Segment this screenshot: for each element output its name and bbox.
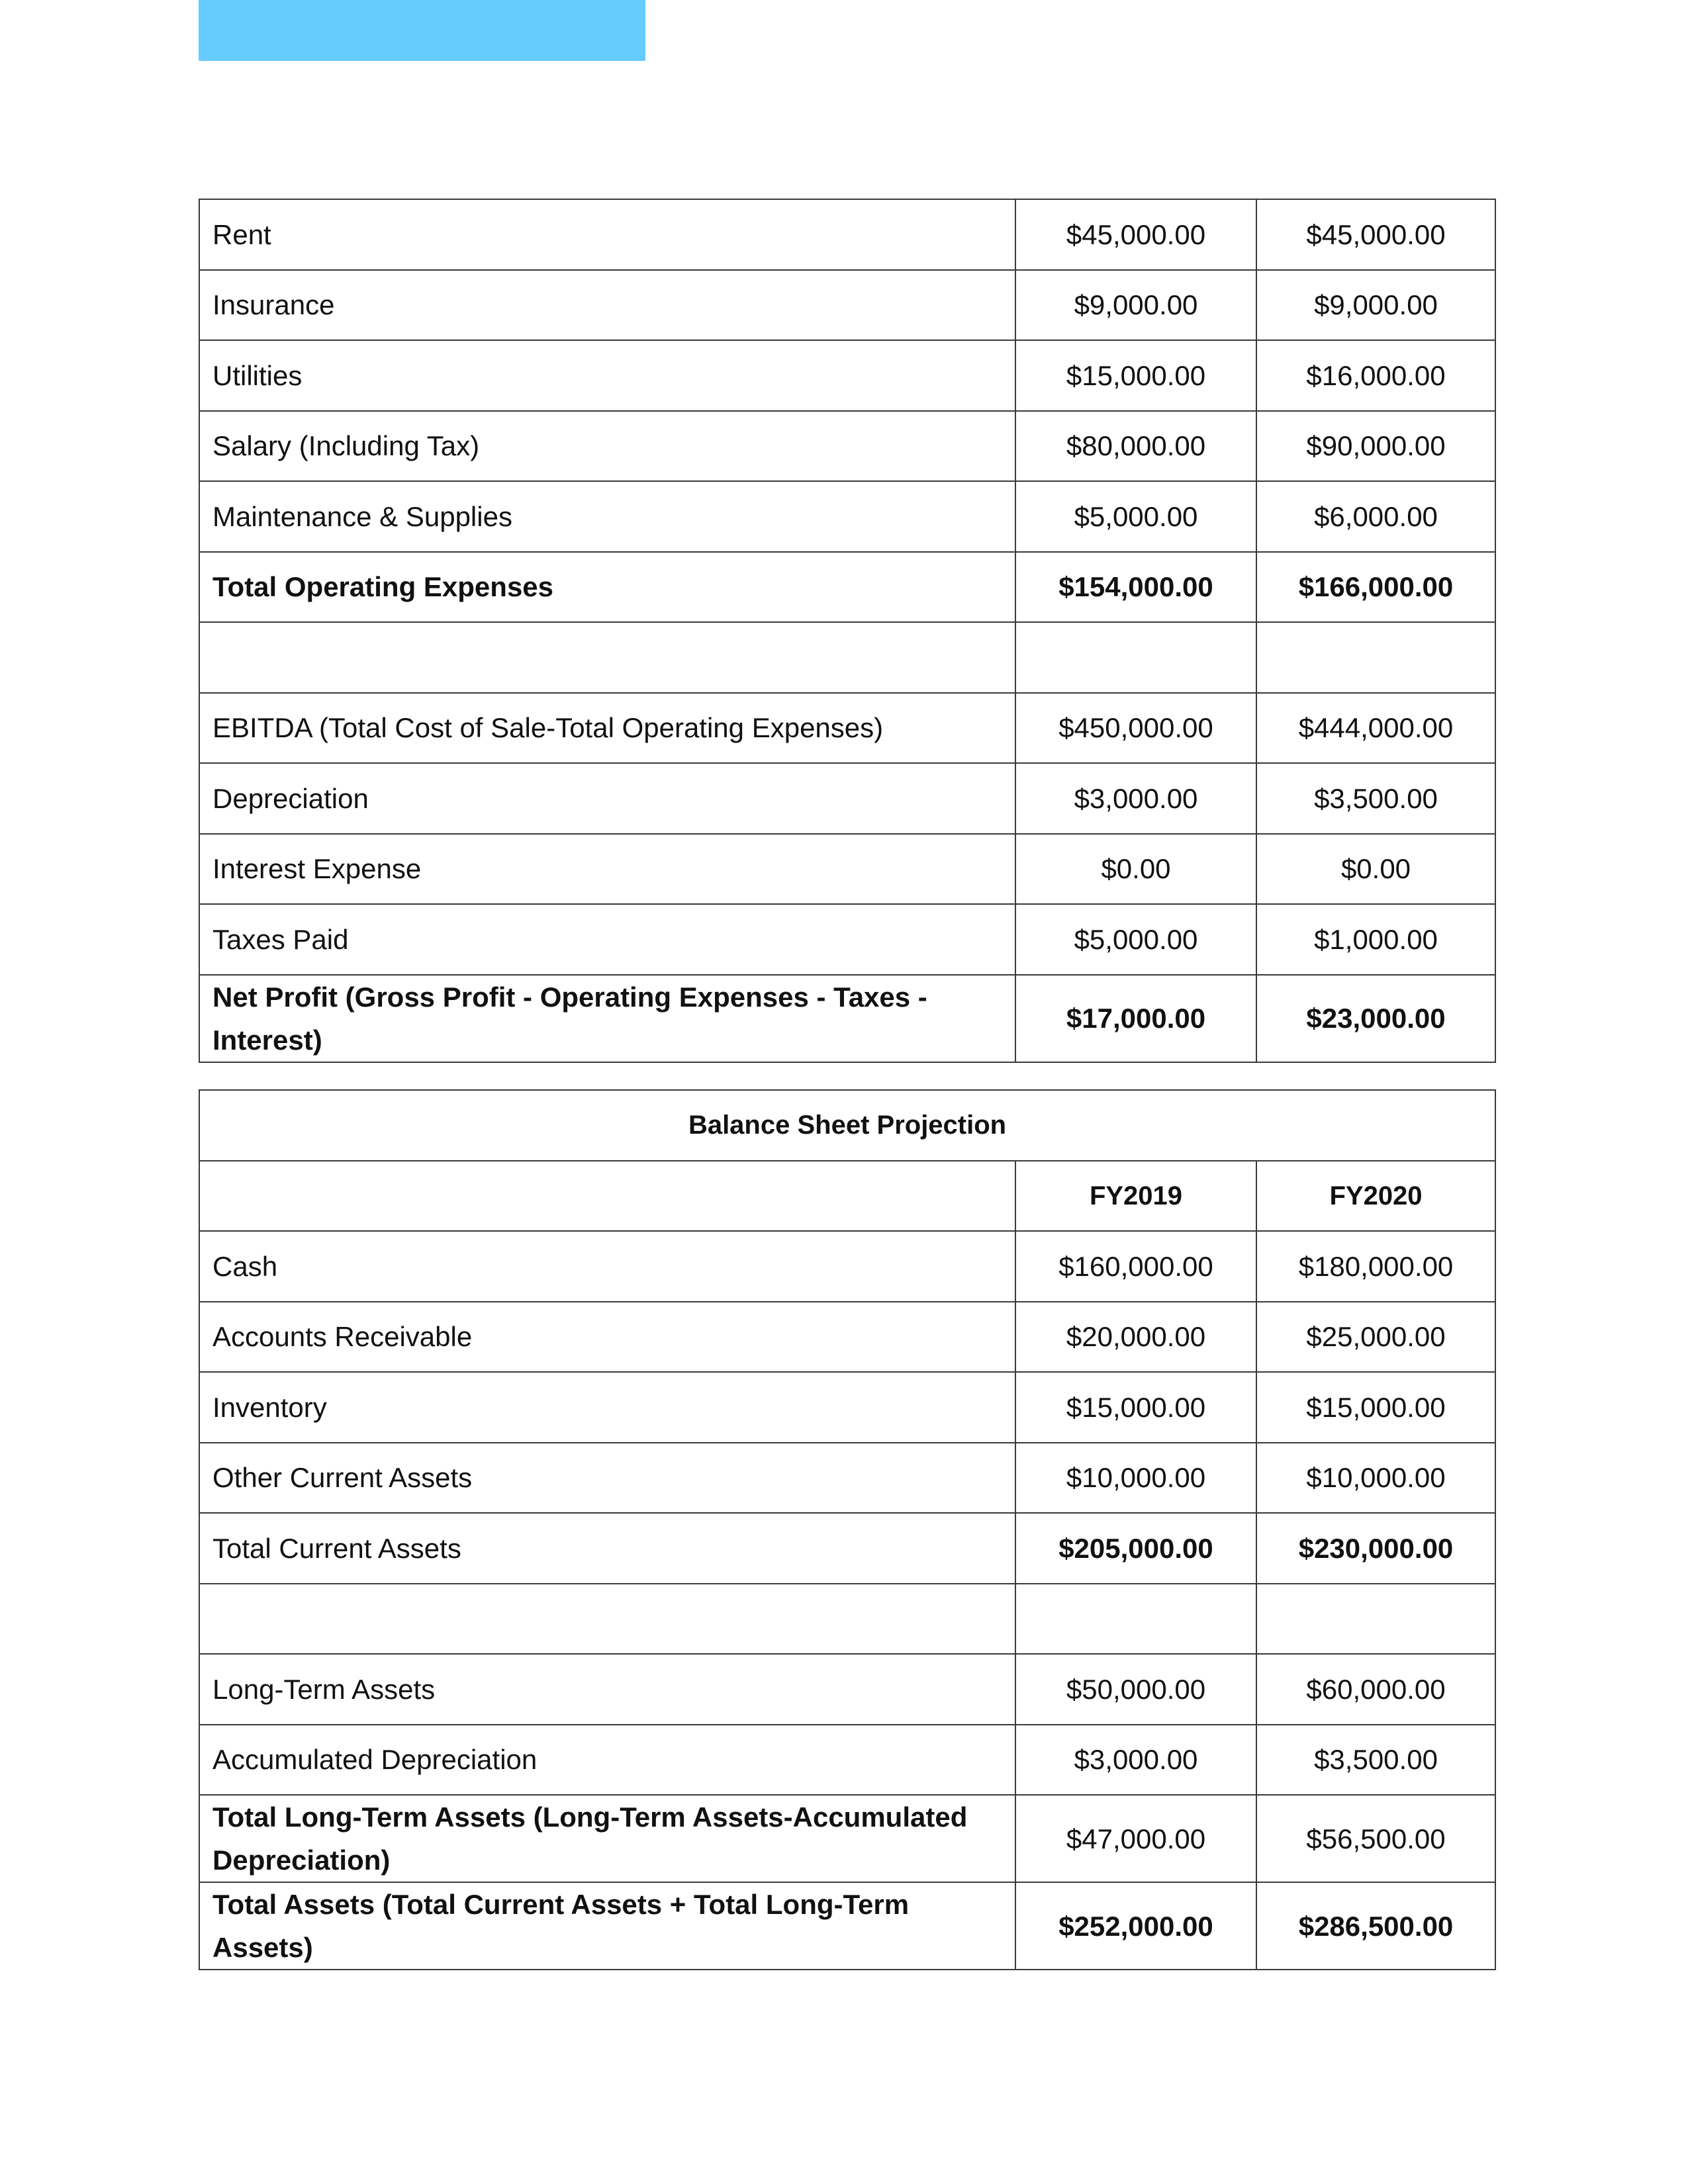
- table-row-total: [199, 1795, 1495, 1882]
- inventory-fy2020-value: $15,000.00: [1256, 1372, 1495, 1443]
- row-label-long-term-assets: Long-Term Assets: [199, 1654, 1015, 1725]
- table-row: [199, 904, 1495, 975]
- interest-expense-fy2019-value: $0.00: [1015, 834, 1256, 905]
- row-label-ebitda: EBITDA (Total Cost of Sale-Total Operating Expenses): [199, 693, 1015, 764]
- table-row: [199, 1725, 1495, 1796]
- spacer-cell: [1256, 622, 1495, 693]
- cash-fy2019-value: $160,000.00: [1015, 1231, 1256, 1302]
- accounts-receivable-fy2020-value: $25,000.00: [1256, 1302, 1495, 1373]
- table-row: [199, 693, 1495, 764]
- table-row-total: [199, 1882, 1495, 1970]
- insurance-fy2020-value: $9,000.00: [1256, 270, 1495, 341]
- row-label-depreciation: Depreciation: [199, 763, 1015, 834]
- total-operating-expenses-fy2019-value: $154,000.00: [1015, 552, 1256, 623]
- ebitda-fy2020-value: $444,000.00: [1256, 693, 1495, 764]
- row-label-other-current-assets: Other Current Assets: [199, 1443, 1015, 1514]
- table-row-spacer: [199, 622, 1495, 693]
- row-label-total-operating-expenses: Total Operating Expenses: [199, 552, 1015, 623]
- spacer-cell: [199, 622, 1015, 693]
- table-row: [199, 1372, 1495, 1443]
- row-label-maintenance: Maintenance & Supplies: [199, 481, 1015, 552]
- table-row: [199, 199, 1495, 270]
- spacer-cell: [1015, 1584, 1256, 1655]
- balance-sheet-table: [199, 1089, 1496, 1970]
- table-row: [199, 1443, 1495, 1514]
- taxes-paid-fy2019-value: $5,000.00: [1015, 904, 1256, 975]
- row-label-inventory: Inventory: [199, 1372, 1015, 1443]
- column-header-fy2019: FY2019: [1015, 1161, 1256, 1232]
- total-long-term-assets-fy2020-value: $56,500.00: [1256, 1795, 1495, 1882]
- column-header-label: [199, 1161, 1015, 1232]
- total-operating-expenses-fy2020-value: $166,000.00: [1256, 552, 1495, 623]
- other-current-assets-fy2019-value: $10,000.00: [1015, 1443, 1256, 1514]
- balance-sheet-title: Balance Sheet Projection: [199, 1090, 1495, 1161]
- row-label-interest-expense: Interest Expense: [199, 834, 1015, 905]
- rent-fy2020-value: $45,000.00: [1256, 199, 1495, 270]
- table-header-row: [199, 1161, 1495, 1232]
- interest-expense-fy2020-value: $0.00: [1256, 834, 1495, 905]
- salary-fy2019-value: $80,000.00: [1015, 411, 1256, 482]
- table-row-spacer: [199, 1584, 1495, 1655]
- rent-fy2019-value: $45,000.00: [1015, 199, 1256, 270]
- utilities-fy2019-value: $15,000.00: [1015, 340, 1256, 411]
- row-label-utilities: Utilities: [199, 340, 1015, 411]
- cash-fy2020-value: $180,000.00: [1256, 1231, 1495, 1302]
- total-current-assets-fy2019-value: $205,000.00: [1015, 1513, 1256, 1584]
- row-label-taxes-paid: Taxes Paid: [199, 904, 1015, 975]
- column-header-fy2020: FY2020: [1256, 1161, 1495, 1232]
- table-row: [199, 763, 1495, 834]
- long-term-assets-fy2019-value: $50,000.00: [1015, 1654, 1256, 1725]
- salary-fy2020-value: $90,000.00: [1256, 411, 1495, 482]
- other-current-assets-fy2020-value: $10,000.00: [1256, 1443, 1495, 1514]
- table-row: [199, 1654, 1495, 1725]
- accumulated-depreciation-fy2020-value: $3,500.00: [1256, 1725, 1495, 1796]
- row-label-total-long-term-assets: Total Long-Term Assets (Long-Term Assets-Accumulated Depreciation): [199, 1795, 1015, 1882]
- row-label-salary: Salary (Including Tax): [199, 411, 1015, 482]
- table-row: [199, 340, 1495, 411]
- table-row: [199, 834, 1495, 905]
- total-assets-fy2019-value: $252,000.00: [1015, 1882, 1256, 1970]
- net-profit-fy2020-value: $23,000.00: [1256, 975, 1495, 1062]
- table-row: [199, 411, 1495, 482]
- total-assets-fy2020-value: $286,500.00: [1256, 1882, 1495, 1970]
- accumulated-depreciation-fy2019-value: $3,000.00: [1015, 1725, 1256, 1796]
- table-title-row: [199, 1090, 1495, 1161]
- spacer-cell: [1015, 622, 1256, 693]
- accounts-receivable-fy2019-value: $20,000.00: [1015, 1302, 1256, 1373]
- table-row: [199, 270, 1495, 341]
- table-row: [199, 1231, 1495, 1302]
- table-row: [199, 481, 1495, 552]
- row-label-total-assets: Total Assets (Total Current Assets + Total Long-Term Assets): [199, 1882, 1015, 1970]
- utilities-fy2020-value: $16,000.00: [1256, 340, 1495, 411]
- row-label-total-current-assets: Total Current Assets: [199, 1513, 1015, 1584]
- spacer-cell: [1256, 1584, 1495, 1655]
- row-label-net-profit: Net Profit (Gross Profit - Operating Expenses - Taxes - Interest): [199, 975, 1015, 1062]
- table-row-total: [199, 975, 1495, 1062]
- depreciation-fy2019-value: $3,000.00: [1015, 763, 1256, 834]
- total-long-term-assets-fy2019-value: $47,000.00: [1015, 1795, 1256, 1882]
- spacer-cell: [199, 1584, 1015, 1655]
- row-label-accumulated-depreciation: Accumulated Depreciation: [199, 1725, 1015, 1796]
- total-current-assets-fy2020-value: $230,000.00: [1256, 1513, 1495, 1584]
- insurance-fy2019-value: $9,000.00: [1015, 270, 1256, 341]
- net-profit-fy2019-value: $17,000.00: [1015, 975, 1256, 1062]
- row-label-accounts-receivable: Accounts Receivable: [199, 1302, 1015, 1373]
- row-label-insurance: Insurance: [199, 270, 1015, 341]
- maintenance-fy2020-value: $6,000.00: [1256, 481, 1495, 552]
- long-term-assets-fy2020-value: $60,000.00: [1256, 1654, 1495, 1725]
- income-statement-table: [199, 199, 1496, 1063]
- depreciation-fy2020-value: $3,500.00: [1256, 763, 1495, 834]
- row-label-cash: Cash: [199, 1231, 1015, 1302]
- table-row-total: [199, 552, 1495, 623]
- ebitda-fy2019-value: $450,000.00: [1015, 693, 1256, 764]
- header-accent-bar: [199, 0, 645, 61]
- inventory-fy2019-value: $15,000.00: [1015, 1372, 1256, 1443]
- maintenance-fy2019-value: $5,000.00: [1015, 481, 1256, 552]
- table-row-total: [199, 1513, 1495, 1584]
- row-label-rent: Rent: [199, 199, 1015, 270]
- table-row: [199, 1302, 1495, 1373]
- taxes-paid-fy2020-value: $1,000.00: [1256, 904, 1495, 975]
